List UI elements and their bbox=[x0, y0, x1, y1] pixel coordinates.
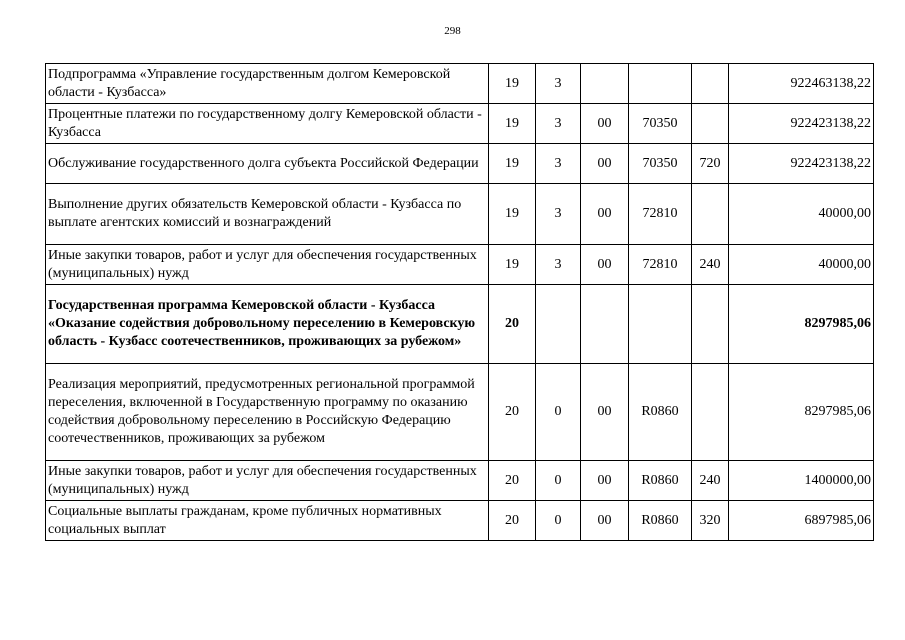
cell-subprogram: 0 bbox=[536, 461, 581, 501]
cell-amount: 922423138,22 bbox=[729, 144, 874, 184]
row-name: Государственная программа Кемеровской области - Кузбасса «Оказание содействия добровольному переселению в Кемеровскую область - Кузбасс соотечественников, проживающих за рубежом» bbox=[46, 285, 489, 364]
row-name: Подпрограмма «Управление государственным долгом Кемеровской области - Кузбасса» bbox=[46, 64, 489, 104]
table-row bbox=[46, 501, 874, 541]
cell-direction: 72810 bbox=[629, 245, 692, 285]
cell-program: 19 bbox=[489, 104, 536, 144]
cell-amount: 40000,00 bbox=[729, 184, 874, 245]
cell-main-activity: 00 bbox=[581, 144, 629, 184]
cell-program: 20 bbox=[489, 501, 536, 541]
row-name: Обслуживание государственного долга субъекта Российской Федерации bbox=[46, 144, 489, 184]
cell-main-activity: 00 bbox=[581, 364, 629, 461]
cell-amount: 8297985,06 bbox=[729, 364, 874, 461]
cell-direction: R0860 bbox=[629, 461, 692, 501]
cell-program: 20 bbox=[489, 285, 536, 364]
cell-direction: 72810 bbox=[629, 184, 692, 245]
cell-direction: 70350 bbox=[629, 104, 692, 144]
cell-subprogram bbox=[536, 285, 581, 364]
cell-expense-type bbox=[692, 364, 729, 461]
cell-subprogram: 3 bbox=[536, 184, 581, 245]
cell-program: 20 bbox=[489, 364, 536, 461]
cell-main-activity: 00 bbox=[581, 184, 629, 245]
cell-main-activity: 00 bbox=[581, 461, 629, 501]
cell-subprogram: 3 bbox=[536, 64, 581, 104]
budget-table bbox=[45, 63, 874, 541]
table-row bbox=[46, 245, 874, 285]
row-name: Социальные выплаты гражданам, кроме публичных нормативных социальных выплат bbox=[46, 501, 489, 541]
table-row bbox=[46, 184, 874, 245]
table-row bbox=[46, 104, 874, 144]
cell-expense-type bbox=[692, 64, 729, 104]
cell-subprogram: 3 bbox=[536, 245, 581, 285]
row-name: Реализация мероприятий, предусмотренных региональной программой переселения, включенной в Государственную программу по оказанию содействия добровольному переселению в Российскую Федерацию соотечественников, проживающих за рубежом bbox=[46, 364, 489, 461]
cell-direction: R0860 bbox=[629, 501, 692, 541]
cell-amount: 1400000,00 bbox=[729, 461, 874, 501]
table-row bbox=[46, 461, 874, 501]
cell-program: 19 bbox=[489, 184, 536, 245]
table-row bbox=[46, 285, 874, 364]
cell-direction bbox=[629, 285, 692, 364]
cell-amount: 8297985,06 bbox=[729, 285, 874, 364]
cell-subprogram: 3 bbox=[536, 104, 581, 144]
cell-direction bbox=[629, 64, 692, 104]
cell-expense-type bbox=[692, 184, 729, 245]
cell-main-activity: 00 bbox=[581, 501, 629, 541]
cell-expense-type bbox=[692, 285, 729, 364]
cell-amount: 922423138,22 bbox=[729, 104, 874, 144]
cell-program: 19 bbox=[489, 64, 536, 104]
cell-amount: 6897985,06 bbox=[729, 501, 874, 541]
cell-main-activity bbox=[581, 285, 629, 364]
cell-expense-type: 240 bbox=[692, 461, 729, 501]
cell-main-activity bbox=[581, 64, 629, 104]
table-row bbox=[46, 364, 874, 461]
cell-subprogram: 0 bbox=[536, 501, 581, 541]
cell-direction: R0860 bbox=[629, 364, 692, 461]
cell-expense-type: 240 bbox=[692, 245, 729, 285]
cell-main-activity: 00 bbox=[581, 104, 629, 144]
cell-expense-type: 320 bbox=[692, 501, 729, 541]
cell-subprogram: 0 bbox=[536, 364, 581, 461]
row-name: Иные закупки товаров, работ и услуг для обеспечения государственных (муниципальных) нужд bbox=[46, 245, 489, 285]
cell-direction: 70350 bbox=[629, 144, 692, 184]
table-row bbox=[46, 144, 874, 184]
cell-amount: 922463138,22 bbox=[729, 64, 874, 104]
row-name: Выполнение других обязательств Кемеровской области - Кузбасса по выплате агентских комиссий и вознаграждений bbox=[46, 184, 489, 245]
cell-program: 19 bbox=[489, 144, 536, 184]
cell-program: 20 bbox=[489, 461, 536, 501]
cell-amount: 40000,00 bbox=[729, 245, 874, 285]
cell-program: 19 bbox=[489, 245, 536, 285]
table-row bbox=[46, 64, 874, 104]
page-number: 298 bbox=[444, 25, 461, 37]
cell-subprogram: 3 bbox=[536, 144, 581, 184]
cell-expense-type: 720 bbox=[692, 144, 729, 184]
row-name: Процентные платежи по государственному долгу Кемеровской области - Кузбасса bbox=[46, 104, 489, 144]
cell-main-activity: 00 bbox=[581, 245, 629, 285]
row-name: Иные закупки товаров, работ и услуг для обеспечения государственных (муниципальных) нужд bbox=[46, 461, 489, 501]
cell-expense-type bbox=[692, 104, 729, 144]
